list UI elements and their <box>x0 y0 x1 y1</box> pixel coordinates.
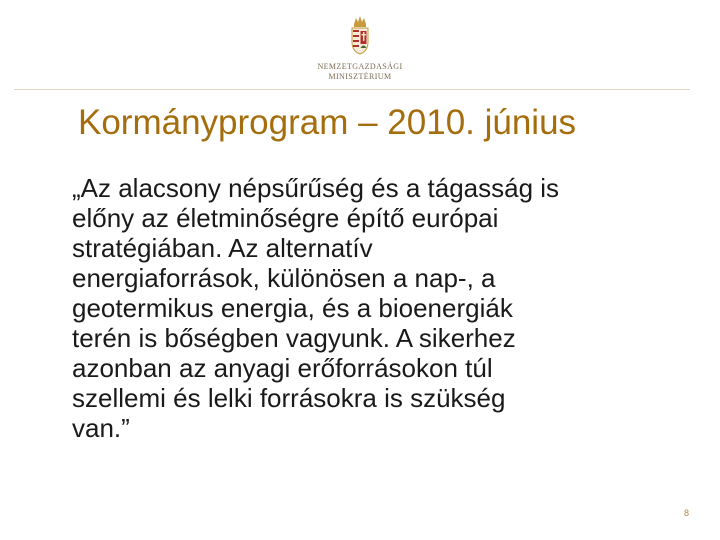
ministry-logo <box>300 14 420 94</box>
slide-title: Kormányprogram – 2010. június <box>78 103 577 142</box>
header-divider <box>14 89 690 90</box>
hungarian-coat-of-arms-icon <box>349 14 371 56</box>
page-number: 8 <box>684 508 690 518</box>
ministry-name: NEMZETGAZDASÁGI MINISZTÉRIUM <box>317 62 403 81</box>
slide-quote: „Az alacsony népsűrűség és a tágasság is előny az életminőségre építő európai stratégiában. Az alternatív energiaforrások, különösen a nap-, a geotermikus energia, és a bioenergiák terén is bőségben vagyunk. A sikerhez azonban az anyagi erőforrásokon túl szellemi és lelki forrásokra is szükség van.” <box>72 173 560 443</box>
